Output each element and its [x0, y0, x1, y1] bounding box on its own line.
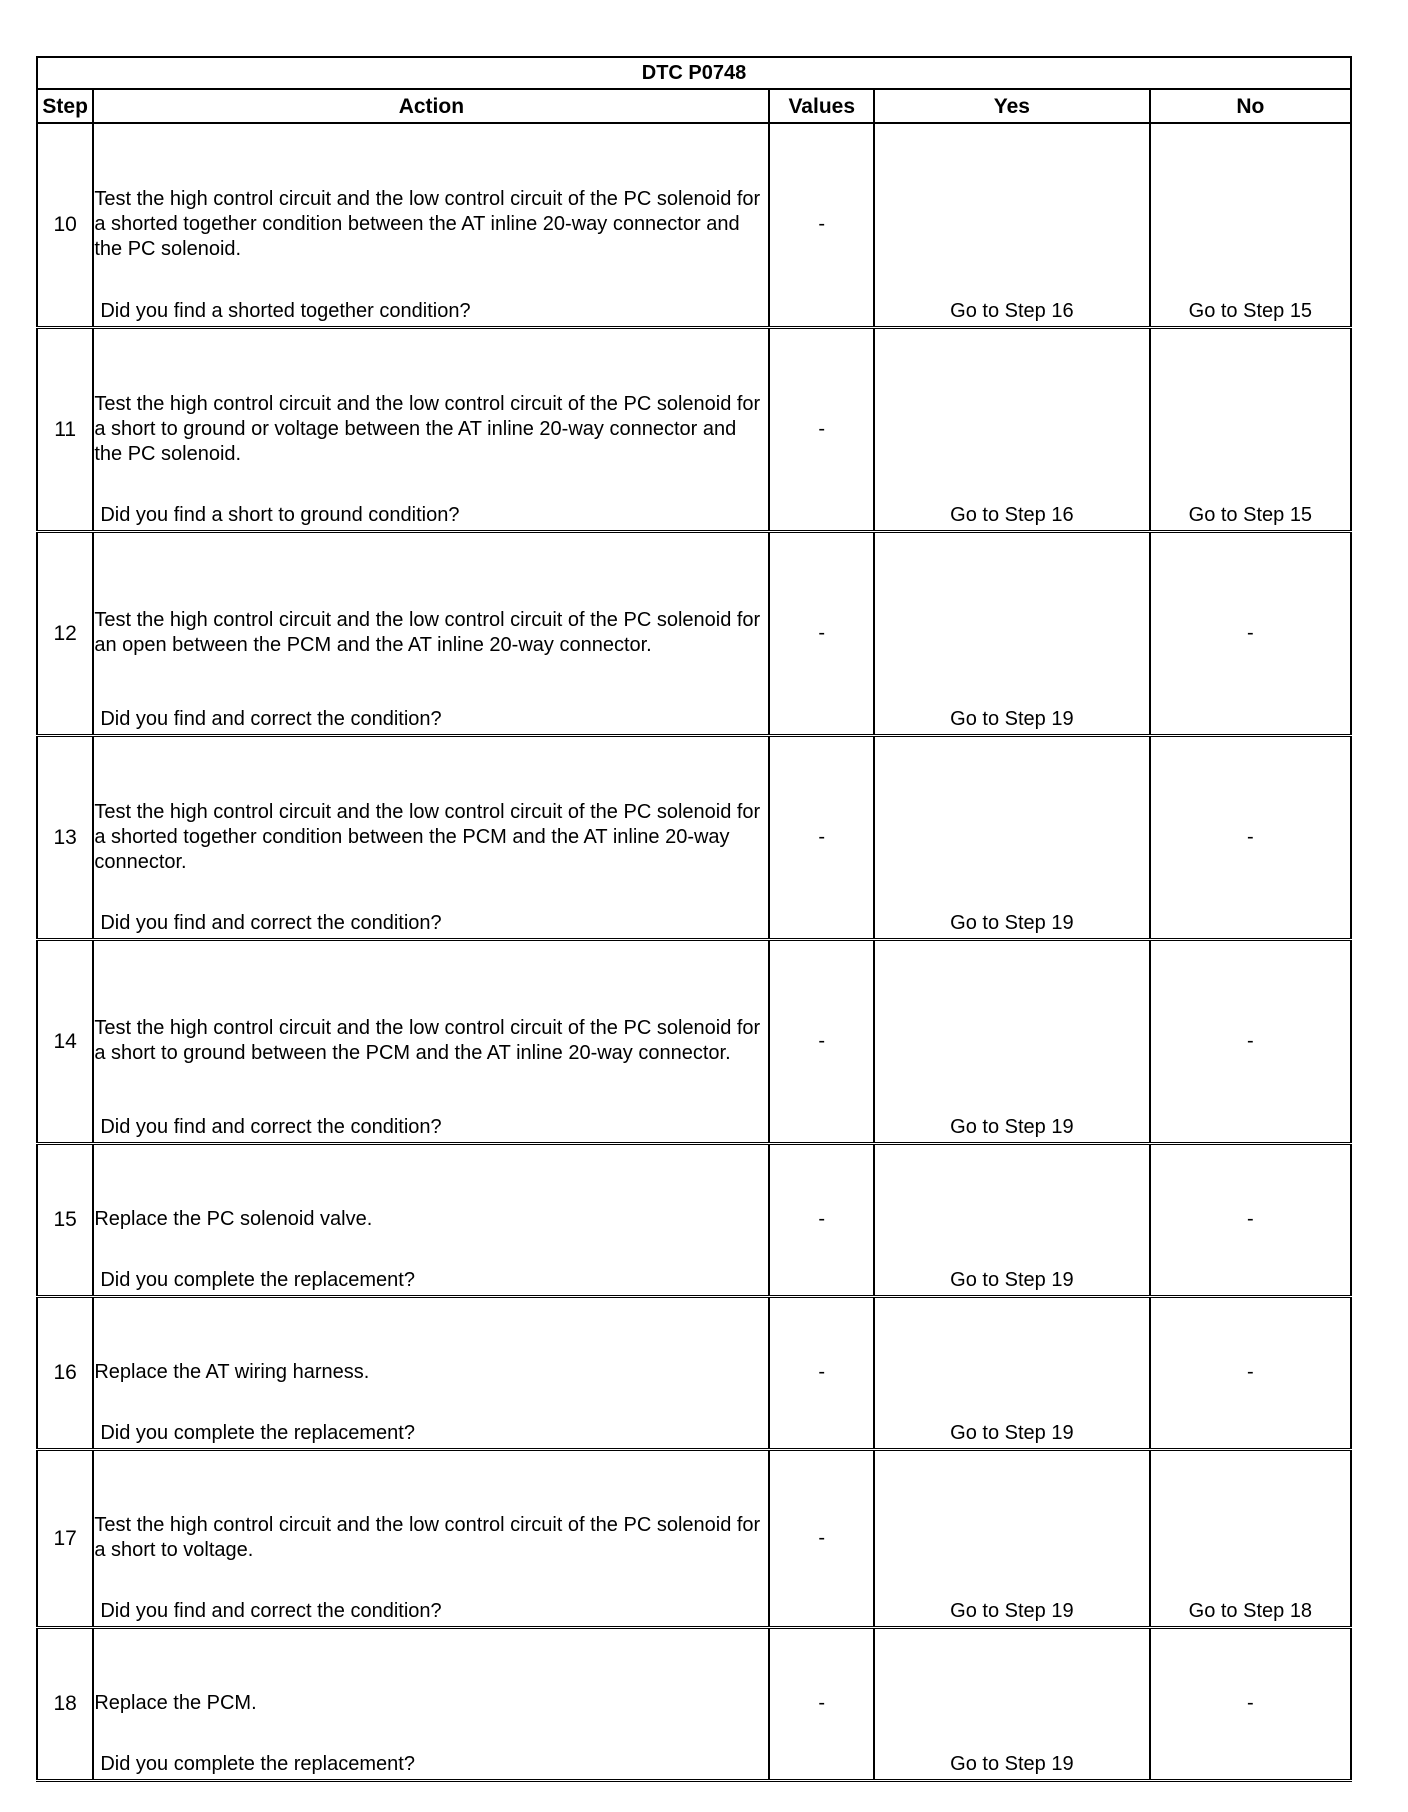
action-question: Did you find and correct the condition?: [100, 911, 442, 934]
yes-outcome: Go to Step 16: [950, 299, 1074, 322]
action-instruction: Test the high control circuit and the low control circuit of the PC solenoid for a shorted together condition between the PCM and the AT inline 20-way connector.: [94, 800, 761, 873]
no-cell: [1150, 1627, 1351, 1780]
header-step: Step: [37, 89, 93, 123]
step-number: 14: [37, 939, 93, 1143]
yes-outcome: Go to Step 19: [950, 911, 1074, 934]
yes-cell: [874, 123, 1150, 327]
yes-cell: [874, 327, 1150, 531]
values-cell: -: [769, 735, 874, 939]
table-header-row: [37, 89, 1351, 123]
values-cell: -: [769, 531, 874, 735]
action-cell: [93, 1296, 769, 1449]
action-question: Did you complete the replacement?: [100, 1421, 415, 1444]
no-outcome: Go to Step 18: [1188, 1599, 1313, 1622]
table-row: [37, 1627, 1351, 1780]
action-instruction: Test the high control circuit and the low control circuit of the PC solenoid for a shorted together condition between the AT inline 20-way connector and the PC solenoid.: [94, 188, 761, 261]
no-cell: [1150, 531, 1351, 735]
values-cell: -: [769, 1449, 874, 1627]
action-question: Did you complete the replacement?: [100, 1752, 415, 1775]
table-row: [37, 531, 1351, 735]
document-page: [36, 56, 1352, 1782]
no-outcome: -: [1247, 1029, 1254, 1052]
no-cell: [1150, 1143, 1351, 1296]
no-outcome: -: [1247, 621, 1254, 644]
yes-outcome: Go to Step 19: [950, 1268, 1074, 1291]
yes-cell: [874, 1627, 1150, 1780]
table-title: DTC P0748: [37, 57, 1351, 89]
yes-outcome: Go to Step 19: [950, 1599, 1074, 1622]
no-cell: [1150, 123, 1351, 327]
no-cell: [1150, 1296, 1351, 1449]
step-number: 15: [37, 1143, 93, 1296]
values-cell: -: [769, 1296, 874, 1449]
header-no: No: [1150, 89, 1351, 123]
yes-cell: [874, 531, 1150, 735]
yes-outcome: Go to Step 19: [950, 1421, 1074, 1444]
step-number: 18: [37, 1627, 93, 1780]
no-cell: [1150, 1449, 1351, 1627]
diagnostic-table: [36, 56, 1352, 1782]
action-instruction: Replace the AT wiring harness.: [94, 1361, 370, 1383]
step-number: 13: [37, 735, 93, 939]
action-instruction: Test the high control circuit and the low control circuit of the PC solenoid for a short to ground or voltage between the AT inline 20-way connector and the PC solenoid.: [94, 392, 761, 465]
values-cell: -: [769, 327, 874, 531]
yes-cell: [874, 1449, 1150, 1627]
no-outcome: -: [1247, 1208, 1254, 1230]
action-question: Did you find a short to ground condition?: [100, 503, 460, 526]
yes-outcome: Go to Step 19: [950, 707, 1074, 730]
no-outcome: -: [1247, 1692, 1254, 1714]
no-outcome: -: [1247, 1361, 1254, 1383]
step-number: 17: [37, 1449, 93, 1627]
no-cell: [1150, 327, 1351, 531]
action-question: Did you find a shorted together condition?: [100, 299, 471, 322]
action-question: Did you find and correct the condition?: [100, 707, 442, 730]
no-cell: [1150, 939, 1351, 1143]
action-instruction: Test the high control circuit and the low control circuit of the PC solenoid for a short to voltage.: [94, 1514, 761, 1561]
values-cell: -: [769, 1143, 874, 1296]
table-row: [37, 123, 1351, 327]
step-number: 10: [37, 123, 93, 327]
table-title-row: [37, 57, 1351, 89]
action-cell: [93, 939, 769, 1143]
yes-cell: [874, 735, 1150, 939]
values-cell: -: [769, 939, 874, 1143]
no-outcome: -: [1247, 825, 1254, 848]
action-cell: [93, 531, 769, 735]
action-question: Did you complete the replacement?: [100, 1268, 415, 1291]
action-question: Did you find and correct the condition?: [100, 1599, 442, 1622]
values-cell: -: [769, 1627, 874, 1780]
header-yes: Yes: [874, 89, 1150, 123]
action-cell: [93, 1143, 769, 1296]
table-row: [37, 735, 1351, 939]
action-instruction: Test the high control circuit and the low control circuit of the PC solenoid for a short to ground between the PCM and the AT inline 20-way connector.: [94, 1017, 761, 1064]
action-instruction: Replace the PCM.: [94, 1692, 257, 1714]
action-question: Did you find and correct the condition?: [100, 1115, 442, 1138]
table-row: [37, 939, 1351, 1143]
yes-outcome: Go to Step 19: [950, 1115, 1074, 1138]
table-row: [37, 1296, 1351, 1449]
table-row: [37, 1143, 1351, 1296]
header-action: Action: [93, 89, 769, 123]
yes-cell: [874, 1296, 1150, 1449]
action-instruction: Test the high control circuit and the low control circuit of the PC solenoid for an open between the PCM and the AT inline 20-way connector.: [94, 609, 761, 656]
action-cell: [93, 735, 769, 939]
action-cell: [93, 1449, 769, 1627]
table-row: [37, 327, 1351, 531]
step-number: 11: [37, 327, 93, 531]
action-cell: [93, 1627, 769, 1780]
yes-cell: [874, 1143, 1150, 1296]
table-row: [37, 1449, 1351, 1627]
step-number: 12: [37, 531, 93, 735]
values-cell: -: [769, 123, 874, 327]
action-cell: [93, 327, 769, 531]
header-values: Values: [769, 89, 874, 123]
step-number: 16: [37, 1296, 93, 1449]
yes-cell: [874, 939, 1150, 1143]
yes-outcome: Go to Step 16: [950, 503, 1074, 526]
action-cell: [93, 123, 769, 327]
yes-outcome: Go to Step 19: [950, 1752, 1074, 1775]
no-outcome: Go to Step 15: [1188, 299, 1313, 322]
action-instruction: Replace the PC solenoid valve.: [94, 1208, 373, 1230]
no-cell: [1150, 735, 1351, 939]
no-outcome: Go to Step 15: [1188, 503, 1313, 526]
